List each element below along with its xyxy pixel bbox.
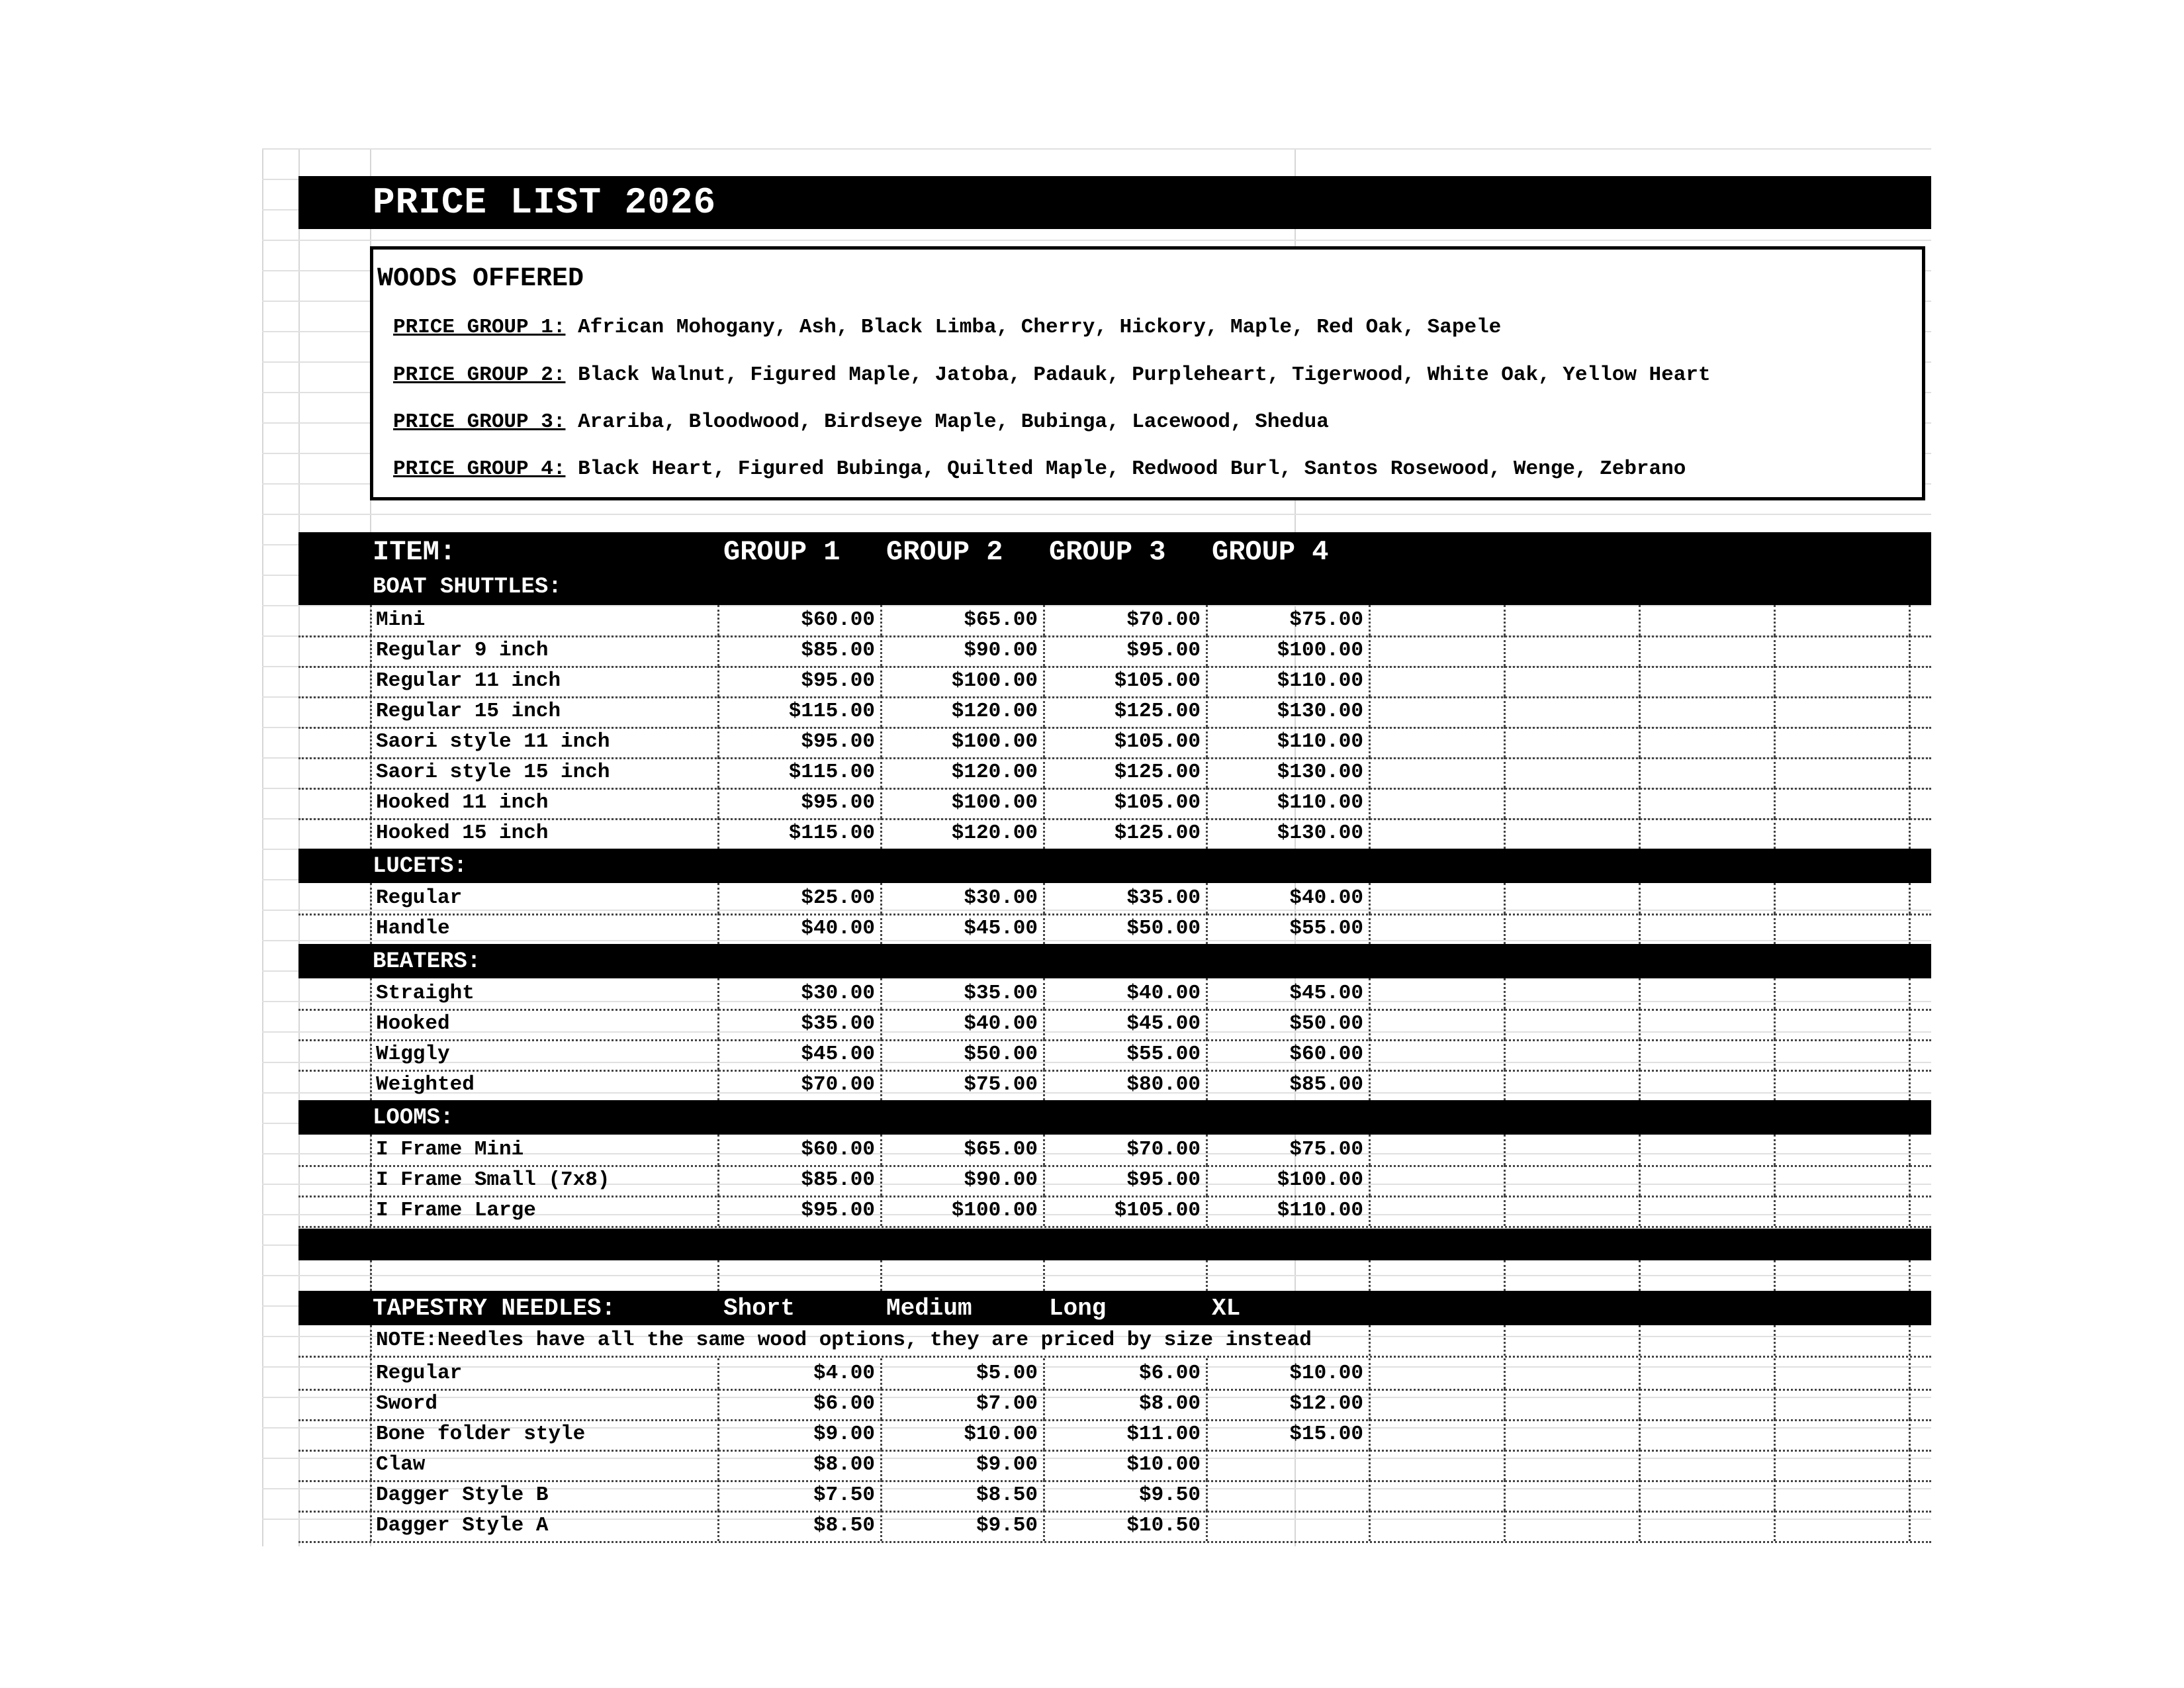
empty-cell	[1506, 883, 1641, 914]
empty-cell	[1641, 696, 1776, 727]
empty-cell	[1506, 1358, 1641, 1389]
price-cell: $105.00	[1045, 666, 1208, 696]
header-group-2: GROUP 2	[886, 536, 1003, 568]
price-cell: $70.00	[1045, 605, 1208, 635]
price-cell: $75.00	[1208, 605, 1371, 635]
woods-heading: WOODS OFFERED	[377, 264, 584, 294]
price-cell: $30.00	[882, 883, 1045, 914]
section-header	[298, 1100, 1931, 1135]
section-title: BOAT SHUTTLES:	[373, 575, 562, 600]
empty-cell	[1776, 1325, 1911, 1356]
empty-cell	[1371, 666, 1506, 696]
item-name: Dagger Style A	[370, 1511, 719, 1541]
item-name: Hooked 15 inch	[370, 818, 719, 849]
gridline	[262, 148, 1931, 150]
item-name: Handle	[370, 914, 719, 944]
empty-cell	[1506, 1419, 1641, 1450]
empty-cell	[1641, 1450, 1776, 1480]
price-cell: $60.00	[1208, 1039, 1371, 1070]
empty-cell	[1776, 1450, 1911, 1480]
empty-cell	[1641, 757, 1776, 788]
empty-cell	[1506, 1511, 1641, 1541]
empty-cell	[1506, 1196, 1641, 1226]
empty-cell	[1506, 1039, 1641, 1070]
price-cell: $130.00	[1208, 818, 1371, 849]
price-cell: $60.00	[719, 1135, 882, 1165]
price-cell: $110.00	[1208, 666, 1371, 696]
empty-cell	[1776, 1165, 1911, 1196]
empty-cell	[1641, 1480, 1776, 1511]
empty-cell	[1641, 1039, 1776, 1070]
price-cell: $7.50	[719, 1480, 882, 1511]
item-name: Regular 9 inch	[370, 635, 719, 666]
price-group-4	[393, 457, 1686, 481]
price-cell: $95.00	[719, 666, 882, 696]
empty-cell	[1506, 978, 1641, 1009]
empty-cell	[1641, 635, 1776, 666]
price-cell: $105.00	[1045, 1196, 1208, 1226]
empty-cell	[1506, 696, 1641, 727]
price-cell: $9.00	[719, 1419, 882, 1450]
table-row	[298, 788, 1931, 820]
price-cell: $12.00	[1208, 1389, 1371, 1419]
price-cell: $40.00	[882, 1009, 1045, 1039]
empty-cell	[1371, 883, 1506, 914]
price-cell	[1208, 1480, 1371, 1511]
item-name: Straight	[370, 978, 719, 1009]
table-row	[298, 818, 1931, 851]
price-cell: $9.00	[882, 1450, 1045, 1480]
price-cell: $100.00	[882, 727, 1045, 757]
empty-cell	[1641, 818, 1776, 849]
table-row	[298, 1480, 1931, 1513]
price-cell: $90.00	[882, 635, 1045, 666]
empty-cell	[1641, 1511, 1776, 1541]
price-cell	[1208, 1511, 1371, 1541]
price-group-label: PRICE GROUP 1:	[393, 316, 566, 339]
empty-cell	[1776, 1009, 1911, 1039]
empty-cell	[1506, 1260, 1641, 1291]
empty-cell	[1371, 1135, 1506, 1165]
price-cell	[1208, 1450, 1371, 1480]
empty-cell	[1371, 1419, 1506, 1450]
empty-cell	[1506, 1389, 1641, 1419]
price-cell: $85.00	[1208, 1070, 1371, 1100]
price-cell: $8.50	[719, 1511, 882, 1541]
empty-cell	[1776, 1419, 1911, 1450]
table-row	[298, 1009, 1931, 1041]
price-cell: $11.00	[1045, 1419, 1208, 1450]
price-group-1	[393, 316, 1501, 339]
price-cell: $30.00	[719, 978, 882, 1009]
price-cell: $65.00	[882, 605, 1045, 635]
empty-cell	[1371, 757, 1506, 788]
price-cell: $45.00	[882, 914, 1045, 944]
price-cell: $125.00	[1045, 696, 1208, 727]
empty-cell	[1776, 1389, 1911, 1419]
price-cell: $9.50	[1045, 1480, 1208, 1511]
section-header	[298, 944, 1931, 978]
table-row	[298, 757, 1931, 790]
empty-cell	[1506, 1450, 1641, 1480]
price-cell: $40.00	[1208, 883, 1371, 914]
item-name: I Frame Small (7x8)	[370, 1165, 719, 1196]
price-cell: $75.00	[882, 1070, 1045, 1100]
item-name: Sword	[370, 1389, 719, 1419]
price-cell: $10.00	[1045, 1450, 1208, 1480]
price-cell: $130.00	[1208, 696, 1371, 727]
empty-cell	[1371, 605, 1506, 635]
price-cell: $130.00	[1208, 757, 1371, 788]
blank-row	[298, 1260, 1931, 1293]
note-row	[298, 1325, 1931, 1358]
price-group-3	[393, 410, 1329, 434]
price-cell: $100.00	[882, 1196, 1045, 1226]
item-name: Weighted	[370, 1070, 719, 1100]
empty-cell	[1506, 1165, 1641, 1196]
empty-cell	[1371, 978, 1506, 1009]
item-name: Bone folder style	[370, 1419, 719, 1450]
empty-cell	[1776, 666, 1911, 696]
table-row	[298, 1358, 1931, 1391]
section-title: BEATERS:	[373, 949, 481, 974]
price-cell: $90.00	[882, 1165, 1045, 1196]
empty-cell	[1371, 696, 1506, 727]
price-cell: $75.00	[1208, 1135, 1371, 1165]
empty-cell	[1371, 1358, 1506, 1389]
gridline	[262, 514, 1931, 515]
price-cell: $9.50	[882, 1511, 1045, 1541]
empty-cell	[1506, 666, 1641, 696]
table-row	[298, 1511, 1931, 1543]
price-group-label: PRICE GROUP 3:	[393, 410, 566, 434]
header-size-long: Long	[1049, 1295, 1107, 1322]
item-name: Saori style 11 inch	[370, 727, 719, 757]
price-group-woods: Arariba, Bloodwood, Birdseye Maple, Bubinga, Lacewood, Shedua	[578, 410, 1329, 434]
item-name: I Frame Mini	[370, 1135, 719, 1165]
price-cell: $70.00	[1045, 1135, 1208, 1165]
price-cell: $45.00	[719, 1039, 882, 1070]
empty-cell	[1776, 914, 1911, 944]
item-name: Wiggly	[370, 1039, 719, 1070]
empty-cell	[1371, 1389, 1506, 1419]
item-name: Claw	[370, 1450, 719, 1480]
section-title: LOOMS:	[373, 1105, 454, 1131]
empty-cell	[1506, 605, 1641, 635]
empty-cell	[1506, 788, 1641, 818]
item-name: Regular	[370, 1358, 719, 1389]
price-cell: $110.00	[1208, 788, 1371, 818]
empty-cell	[1641, 978, 1776, 1009]
price-cell: $125.00	[1045, 818, 1208, 849]
price-cell: $115.00	[719, 818, 882, 849]
header-group-3: GROUP 3	[1049, 536, 1166, 568]
gridline	[262, 240, 1931, 241]
price-cell: $50.00	[1045, 914, 1208, 944]
empty-cell	[1641, 605, 1776, 635]
price-cell: $60.00	[719, 605, 882, 635]
table-row	[298, 1419, 1931, 1452]
empty-cell	[1506, 1009, 1641, 1039]
empty-cell	[1641, 727, 1776, 757]
empty-cell	[1776, 635, 1911, 666]
price-cell: $110.00	[1208, 1196, 1371, 1226]
price-cell: $110.00	[1208, 727, 1371, 757]
header-item: ITEM:	[373, 536, 457, 568]
item-name: Saori style 15 inch	[370, 757, 719, 788]
empty-cell	[1208, 1260, 1371, 1291]
empty-cell	[1371, 1325, 1506, 1356]
item-name: Hooked 11 inch	[370, 788, 719, 818]
empty-cell	[1641, 1165, 1776, 1196]
table-row	[298, 1450, 1931, 1482]
price-cell: $35.00	[882, 978, 1045, 1009]
header-item: TAPESTRY NEEDLES:	[373, 1295, 616, 1322]
price-sheet	[262, 148, 1931, 1546]
empty-cell	[1776, 1480, 1911, 1511]
table-row	[298, 1196, 1931, 1228]
price-cell: $120.00	[882, 818, 1045, 849]
price-cell: $35.00	[1045, 883, 1208, 914]
header-size-short: Short	[723, 1295, 796, 1322]
table-header	[298, 532, 1931, 605]
price-cell: $7.00	[882, 1389, 1045, 1419]
price-cell: $85.00	[719, 635, 882, 666]
price-cell: $105.00	[1045, 788, 1208, 818]
empty-cell	[1371, 914, 1506, 944]
price-cell: $85.00	[719, 1165, 882, 1196]
price-group-woods: African Mohogany, Ash, Black Limba, Cherry, Hickory, Maple, Red Oak, Sapele	[578, 316, 1502, 339]
price-cell: $95.00	[719, 727, 882, 757]
empty-cell	[1506, 757, 1641, 788]
woods-offered-box	[370, 246, 1925, 500]
price-cell: $6.00	[1045, 1358, 1208, 1389]
empty-cell	[1506, 1070, 1641, 1100]
price-cell: $40.00	[1045, 978, 1208, 1009]
table-row	[298, 1070, 1931, 1102]
table-row	[298, 666, 1931, 698]
empty-cell	[1641, 1135, 1776, 1165]
empty-cell	[1641, 1260, 1776, 1291]
empty-cell	[1776, 1511, 1911, 1541]
empty-cell	[1371, 1196, 1506, 1226]
empty-cell	[1641, 1389, 1776, 1419]
section-title: LUCETS:	[373, 854, 467, 879]
needles-header	[298, 1291, 1931, 1325]
empty-cell	[1506, 727, 1641, 757]
empty-cell	[1506, 914, 1641, 944]
empty-cell	[1045, 1260, 1208, 1291]
empty-cell	[1641, 1070, 1776, 1100]
price-cell: $55.00	[1208, 914, 1371, 944]
price-cell: $10.50	[1045, 1511, 1208, 1541]
price-cell: $100.00	[882, 666, 1045, 696]
price-cell: $35.00	[719, 1009, 882, 1039]
empty-cell	[1371, 818, 1506, 849]
table-row	[298, 978, 1931, 1011]
table-row	[298, 696, 1931, 729]
empty-cell	[370, 1260, 719, 1291]
empty-cell	[1776, 1196, 1911, 1226]
price-cell: $6.00	[719, 1389, 882, 1419]
empty-cell	[1776, 818, 1911, 849]
empty-cell	[1641, 1358, 1776, 1389]
price-cell: $4.00	[719, 1358, 882, 1389]
price-cell: $95.00	[719, 1196, 882, 1226]
item-name: I Frame Large	[370, 1196, 719, 1226]
price-cell: $45.00	[1208, 978, 1371, 1009]
empty-cell	[1776, 788, 1911, 818]
empty-cell	[1776, 696, 1911, 727]
header-size-xl: XL	[1212, 1295, 1241, 1322]
empty-cell	[1371, 1480, 1506, 1511]
price-cell: $120.00	[882, 696, 1045, 727]
empty-cell	[1371, 1039, 1506, 1070]
price-cell: $50.00	[882, 1039, 1045, 1070]
page-title: PRICE LIST 2026	[373, 181, 717, 224]
section-header	[298, 1229, 1931, 1260]
empty-cell	[1641, 1009, 1776, 1039]
empty-cell	[1371, 635, 1506, 666]
price-group-label: PRICE GROUP 2:	[393, 363, 566, 387]
empty-cell	[1371, 1450, 1506, 1480]
empty-cell	[1641, 914, 1776, 944]
empty-cell	[1776, 605, 1911, 635]
empty-cell	[1371, 1009, 1506, 1039]
empty-cell	[1371, 1511, 1506, 1541]
table-row	[298, 605, 1931, 637]
empty-cell	[1371, 727, 1506, 757]
gridline	[262, 148, 263, 1546]
empty-cell	[719, 1260, 882, 1291]
price-group-2	[393, 363, 1711, 387]
table-row	[298, 635, 1931, 668]
price-cell: $45.00	[1045, 1009, 1208, 1039]
empty-cell	[1641, 666, 1776, 696]
price-cell: $10.00	[1208, 1358, 1371, 1389]
table-row	[298, 1389, 1931, 1421]
price-cell: $95.00	[1045, 1165, 1208, 1196]
empty-cell	[1506, 818, 1641, 849]
empty-cell	[1641, 788, 1776, 818]
price-cell: $125.00	[1045, 757, 1208, 788]
price-cell: $95.00	[719, 788, 882, 818]
empty-cell	[1641, 1419, 1776, 1450]
empty-cell	[1641, 883, 1776, 914]
empty-cell	[1776, 1070, 1911, 1100]
empty-cell	[1776, 1358, 1911, 1389]
item-name: Dagger Style B	[370, 1480, 719, 1511]
price-group-woods: Black Walnut, Figured Maple, Jatoba, Padauk, Purpleheart, Tigerwood, White Oak, Yellow Heart	[578, 363, 1711, 387]
empty-cell	[1776, 757, 1911, 788]
empty-cell	[1371, 1070, 1506, 1100]
price-cell: $115.00	[719, 696, 882, 727]
table-row	[298, 1135, 1931, 1167]
table-row	[298, 1165, 1931, 1197]
title-bar	[298, 176, 1931, 229]
table-row	[298, 914, 1931, 946]
price-cell: $55.00	[1045, 1039, 1208, 1070]
item-name: Regular 11 inch	[370, 666, 719, 696]
price-cell: $8.00	[719, 1450, 882, 1480]
price-cell: $15.00	[1208, 1419, 1371, 1450]
price-cell: $95.00	[1045, 635, 1208, 666]
needles-note: NOTE:Needles have all the same wood options, they are priced by size instead	[370, 1325, 1371, 1356]
price-cell: $100.00	[1208, 1165, 1371, 1196]
header-size-medium: Medium	[886, 1295, 972, 1322]
price-cell: $40.00	[719, 914, 882, 944]
table-row	[298, 727, 1931, 759]
price-cell: $8.50	[882, 1480, 1045, 1511]
empty-cell	[1371, 1260, 1506, 1291]
empty-cell	[1641, 1196, 1776, 1226]
price-cell: $100.00	[882, 788, 1045, 818]
table-row	[298, 1039, 1931, 1072]
empty-cell	[1776, 883, 1911, 914]
empty-cell	[1506, 1135, 1641, 1165]
price-group-woods: Black Heart, Figured Bubinga, Quilted Maple, Redwood Burl, Santos Rosewood, Wenge, Zebrano	[578, 457, 1686, 481]
price-cell: $120.00	[882, 757, 1045, 788]
empty-cell	[1776, 978, 1911, 1009]
empty-cell	[1506, 635, 1641, 666]
price-cell: $25.00	[719, 883, 882, 914]
item-name: Mini	[370, 605, 719, 635]
section-header	[298, 849, 1931, 883]
empty-cell	[1371, 788, 1506, 818]
empty-cell	[1776, 1039, 1911, 1070]
empty-cell	[1506, 1325, 1641, 1356]
header-group-1: GROUP 1	[723, 536, 841, 568]
empty-cell	[1776, 1260, 1911, 1291]
empty-cell	[882, 1260, 1045, 1291]
price-cell: $100.00	[1208, 635, 1371, 666]
table-row	[298, 883, 1931, 915]
price-cell: $8.00	[1045, 1389, 1208, 1419]
item-name: Regular 15 inch	[370, 696, 719, 727]
empty-cell	[1641, 1325, 1776, 1356]
price-cell: $65.00	[882, 1135, 1045, 1165]
price-cell: $105.00	[1045, 727, 1208, 757]
item-name: Regular	[370, 883, 719, 914]
empty-cell	[1371, 1165, 1506, 1196]
empty-cell	[1776, 1135, 1911, 1165]
price-cell: $10.00	[882, 1419, 1045, 1450]
empty-cell	[1776, 727, 1911, 757]
price-cell: $5.00	[882, 1358, 1045, 1389]
price-group-label: PRICE GROUP 4:	[393, 457, 566, 481]
price-cell: $115.00	[719, 757, 882, 788]
price-cell: $50.00	[1208, 1009, 1371, 1039]
price-cell: $70.00	[719, 1070, 882, 1100]
empty-cell	[1506, 1480, 1641, 1511]
price-cell: $80.00	[1045, 1070, 1208, 1100]
item-name: Hooked	[370, 1009, 719, 1039]
header-group-4: GROUP 4	[1212, 536, 1329, 568]
